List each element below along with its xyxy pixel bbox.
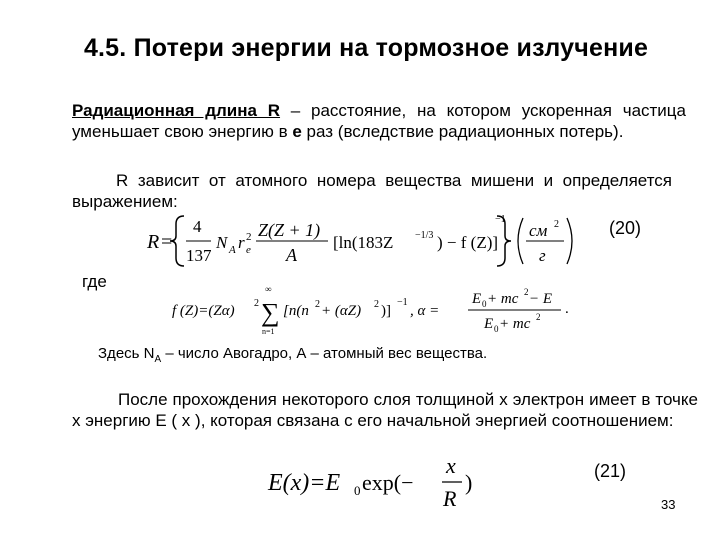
paragraph-radiation-length bbox=[72, 100, 686, 142]
eq21-sub0: 0 bbox=[354, 483, 361, 498]
eq21-frac-num: x bbox=[446, 455, 456, 478]
note-sub: A bbox=[154, 354, 162, 365]
eq20-factor-n: N bbox=[216, 233, 228, 252]
slide-title: 4.5. Потери энергии на тормозное излучение bbox=[83, 34, 649, 62]
fz-den-rest: + mc bbox=[499, 316, 531, 332]
page-number: 33 bbox=[661, 497, 676, 512]
para3-text: После прохождения некоторого слоя толщиной х электрон имеет в точке х энергию Е ( х ), которая связана с его начальной энергией соотношением: bbox=[72, 390, 698, 430]
fz-num-rest: + mc bbox=[487, 291, 519, 307]
fz-den-e: E bbox=[484, 316, 494, 332]
eq20-frac-num: 4 bbox=[193, 217, 202, 236]
para2-text: R зависит от атомного номера вещества мишени и определяется выражением: bbox=[72, 171, 672, 211]
eq20-exp-third: −1/3 bbox=[415, 230, 434, 241]
eq20-bracket: [ln(183Z bbox=[333, 233, 394, 252]
eq20-bracket-end: ) − f (Z)] bbox=[437, 233, 499, 252]
fz-num-exp: 2 bbox=[524, 287, 529, 297]
where-label: где bbox=[82, 272, 107, 291]
eq21-lhs: E(x)=E bbox=[268, 470, 341, 496]
fz-alpha-eq: , α = bbox=[410, 303, 440, 319]
eq20-equals: = bbox=[161, 231, 173, 253]
para1-e-letter: е bbox=[292, 122, 302, 141]
eq20-sub-a: A bbox=[229, 244, 236, 256]
fz-num-sub0: 0 bbox=[482, 299, 487, 309]
fz-sum-body: [n(n bbox=[283, 303, 309, 319]
fz-den-exp: 2 bbox=[536, 312, 541, 322]
eq21-close: ) bbox=[465, 470, 473, 495]
eq21-frac-den: R bbox=[443, 486, 457, 511]
para1-text: – расстояние, на котором ускоренная частица уменьшает свою энергию в bbox=[72, 101, 686, 141]
eq21-exp: exp(− bbox=[362, 470, 414, 495]
term-radiation-length: Радиационная длина R bbox=[72, 101, 281, 120]
fz-num-e: E bbox=[472, 291, 482, 307]
eq20-unit-den: г bbox=[539, 246, 546, 265]
eq20-exp-minus1: −1 bbox=[495, 214, 506, 225]
eq20-left-brace bbox=[170, 216, 184, 266]
note-prefix: Здесь N bbox=[98, 345, 155, 362]
para1-rest: раз (вследствие радиационных потерь). bbox=[301, 122, 624, 141]
eq20-unit-exp: 2 bbox=[554, 219, 559, 230]
fz-sum-top: ∞ bbox=[265, 284, 272, 294]
note-avogadro bbox=[98, 345, 487, 365]
eq20-frac-den: 137 bbox=[186, 246, 212, 265]
eq20-sub-e: e bbox=[246, 244, 251, 256]
fz-period: . bbox=[565, 301, 569, 317]
fz-lhs: f (Z)=(Zα) bbox=[172, 303, 235, 319]
eq20-zfrac-den: A bbox=[286, 245, 297, 265]
eq20-lhs: R bbox=[147, 231, 160, 253]
eq20-unit-num: см bbox=[529, 221, 548, 240]
eq20-r: r bbox=[238, 233, 245, 252]
fz-sum-bottom: n=1 bbox=[262, 327, 275, 336]
fz-den-sub0: 0 bbox=[494, 324, 499, 334]
paragraph-r-depends bbox=[72, 170, 672, 212]
eq20-number: (20) bbox=[609, 218, 642, 238]
fz-exp-minus1: −1 bbox=[397, 297, 408, 308]
paragraph-after-layer bbox=[72, 389, 698, 431]
fz-sum-end: )] bbox=[381, 303, 391, 319]
fz-sum-body2-exp: 2 bbox=[374, 299, 379, 310]
equation-21 bbox=[262, 455, 482, 515]
eq20-left-paren bbox=[518, 218, 523, 264]
fz-exp2: 2 bbox=[254, 298, 259, 309]
note-suffix: – число Авогадро, А – атомный вес вещества. bbox=[161, 345, 488, 362]
fz-sum-body-exp: 2 bbox=[315, 299, 320, 310]
eq21-number: (21) bbox=[594, 461, 627, 481]
eq20-right-paren bbox=[567, 218, 572, 264]
eq20-sup-2: 2 bbox=[246, 231, 252, 243]
fz-sum-body2: + (αZ) bbox=[321, 303, 362, 319]
equation-20 bbox=[140, 210, 580, 272]
fz-num-rest2: − E bbox=[529, 291, 553, 307]
eq20-zfrac-num: Z(Z + 1) bbox=[258, 220, 321, 240]
equation-fz bbox=[168, 280, 588, 340]
fz-sum-sign: ∑ bbox=[261, 298, 280, 327]
